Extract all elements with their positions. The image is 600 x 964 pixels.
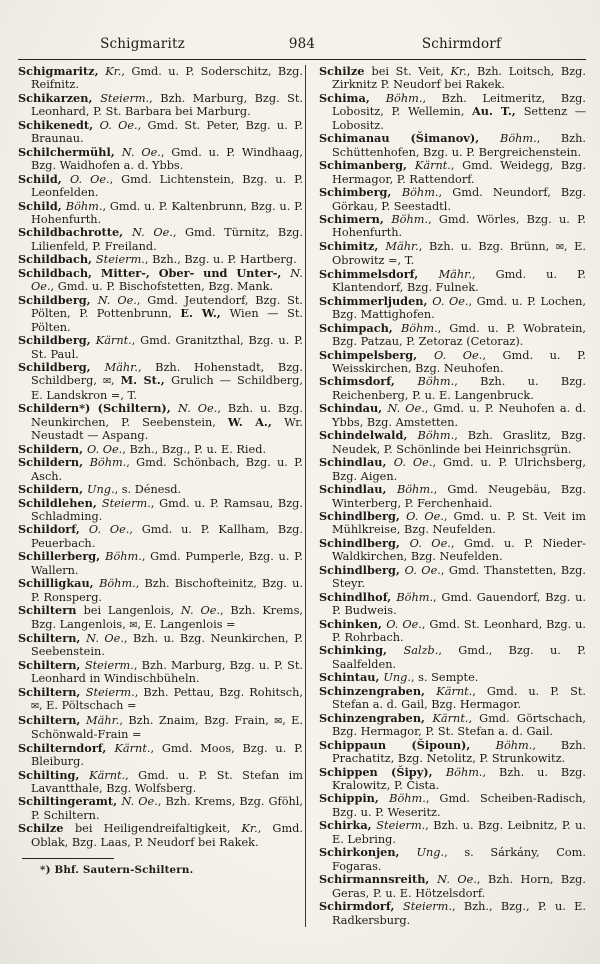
entry-text: Wien — St. Pölten. bbox=[31, 307, 304, 334]
entry-region-abbrev: Böhm. bbox=[389, 792, 426, 806]
entry-text: , Bzh. u. Bzg. Neunkirchen, P. Seebenstein, bbox=[31, 402, 303, 429]
gazetteer-entry bbox=[319, 132, 586, 159]
entry-headword: Schild, bbox=[18, 198, 66, 213]
entry-headword: Schiltern, bbox=[18, 657, 85, 672]
entry-region-abbrev: Kärnt. bbox=[95, 334, 132, 348]
entry-headword: Schildbach, bbox=[18, 252, 96, 267]
left-column bbox=[18, 65, 303, 927]
entry-region-abbrev: Böhm. bbox=[445, 765, 483, 779]
entry-region-abbrev: Mähr. bbox=[104, 360, 138, 374]
gazetteer-entry bbox=[319, 685, 586, 712]
entry-region-abbrev: Steierm. bbox=[95, 253, 145, 267]
gazetteer-entry bbox=[319, 213, 586, 240]
gazetteer-entry bbox=[18, 822, 303, 849]
entry-text: , Bzh. u. Bzg. Kralowitz, P. Čista. bbox=[332, 765, 586, 793]
entry-region-abbrev: Steierm. bbox=[101, 496, 151, 510]
entry-region-abbrev: Böhm. bbox=[391, 212, 429, 226]
gazetteer-entry bbox=[319, 564, 586, 591]
entry-region-abbrev: Böhm. bbox=[417, 429, 455, 443]
left-column-entries bbox=[18, 65, 303, 849]
entry-region-abbrev: Böhm. bbox=[401, 321, 438, 335]
gazetteer-entry bbox=[18, 267, 303, 294]
entry-text: , Gmd. u. P. Klantendorf, Bzg. Fulnek. bbox=[332, 267, 586, 295]
gazetteer-entry bbox=[319, 846, 586, 873]
entry-text: , Gmd. Türnitz, Bzg. Lilienfeld, P. Freiland. bbox=[31, 226, 303, 253]
entry-text: , Gmd. u. P. Kallham, Bzg. Peuerbach. bbox=[31, 523, 303, 550]
entry-text: , Bzh., Bzg., P. u. E. Radkersburg. bbox=[332, 900, 587, 927]
entry-text: , Gmd. u. P. Ramsau, Bzg. Schladming. bbox=[31, 496, 303, 523]
footnote: *) Bhf. Sautern-Schiltern. bbox=[40, 864, 194, 877]
entry-text: , Gmd. u. P. St. Stefan a. d. Gail, Bzg. Hermagor. bbox=[332, 684, 586, 712]
gazetteer-entry bbox=[18, 483, 303, 496]
entry-headword: Schilterndorf, bbox=[18, 740, 115, 755]
entry-text: , Gmd. Weidegg, Bzg. Hermagor, P. Rattendorf. bbox=[332, 159, 586, 186]
gazetteer-entry bbox=[18, 632, 303, 659]
entry-headword: Schiltern bbox=[18, 603, 84, 618]
entry-region-abbrev: N. Oe. bbox=[31, 266, 303, 294]
entry-region-abbrev: O. Oe. bbox=[409, 536, 451, 550]
entry-text: , E. Schönwald-Frain = bbox=[31, 713, 303, 742]
entry-text: , Gmd. u. P. Ulrichsberg, Bzg. Aigen. bbox=[332, 456, 586, 483]
entry-headword: Schildberg, bbox=[18, 359, 105, 374]
entry-text: Wr. Neustadt — Aspang. bbox=[31, 415, 304, 443]
entry-region-abbrev: Böhm. bbox=[105, 550, 142, 564]
header-rule bbox=[18, 59, 586, 60]
entry-headword: Schimanau (Šimanov), bbox=[319, 131, 501, 146]
gazetteer-entry bbox=[18, 402, 303, 442]
entry-headword: Au. T., bbox=[472, 104, 524, 119]
entry-region-abbrev: O. Oe. bbox=[406, 509, 444, 523]
gazetteer-entry bbox=[18, 456, 303, 483]
gazetteer-entry bbox=[18, 795, 303, 822]
entry-headword: Schindlberg, bbox=[319, 562, 405, 577]
entry-text: , Bzh. Horn, Bzg. Geras, P. u. E. Hötzelsdorf. bbox=[332, 873, 586, 900]
entry-text: bei St. Veit, bbox=[371, 65, 451, 78]
entry-headword: Schild, bbox=[18, 171, 70, 186]
entry-region-abbrev: N. Oe. bbox=[132, 226, 173, 240]
entry-text: , Gmd. Oblak, Bzg. Laas, P. Neudorf bei Rakek. bbox=[31, 822, 303, 849]
entry-text: , Gmd. u. P. Soderschitz, Bzg. Reifnitz. bbox=[31, 65, 303, 92]
entry-headword: Schirka, bbox=[319, 818, 377, 833]
entry-headword: Schilchermühl, bbox=[18, 144, 122, 159]
entry-headword: Schildern*) (Schiltern), bbox=[18, 401, 179, 416]
entry-text: , s. Sárkány, Com. Fogaras. bbox=[332, 846, 586, 873]
entry-text: , Bzh. Krems, Bzg. Gföhl, P. Schiltern. bbox=[31, 795, 304, 822]
entry-region-abbrev: Böhm. bbox=[500, 132, 537, 146]
entry-headword: Schildorf, bbox=[18, 522, 89, 537]
entry-text: Settenz — Lobositz. bbox=[332, 105, 587, 132]
gazetteer-entry bbox=[319, 644, 586, 671]
gazetteer-entry bbox=[18, 200, 303, 227]
entry-region-abbrev: O. Oe. bbox=[86, 442, 123, 456]
entry-region-abbrev: N. Oe. bbox=[437, 873, 477, 887]
gazetteer-entry bbox=[319, 483, 586, 510]
entry-headword: Schinken, bbox=[319, 616, 387, 631]
entry-region-abbrev: N. Oe. bbox=[387, 402, 425, 416]
entry-text: , Gmd., Bzg. u. P. Saalfelden. bbox=[332, 644, 586, 671]
entry-headword: Schilligkau, bbox=[18, 576, 100, 591]
entry-text: , Gmd. u. P. St. Veit im Mühlkreise, Bzg. Neufelden. bbox=[332, 509, 586, 537]
gazetteer-entry bbox=[18, 119, 303, 146]
entry-headword: Schigmaritz, bbox=[18, 64, 106, 78]
entry-text: , Gmd. u. P. Windhaag, Bzg. Waidhofen a. d. Ybbs. bbox=[31, 145, 303, 173]
gazetteer-entry bbox=[319, 456, 586, 483]
gazetteer-entry bbox=[319, 349, 586, 376]
entry-text: , Gmd. u. P. Kaltenbrunn, Bzg. u. P. Hohenfurth. bbox=[31, 199, 303, 226]
entry-region-abbrev: Böhm. bbox=[401, 186, 439, 200]
entry-region-abbrev: Steierm. bbox=[403, 900, 452, 914]
entry-text: , E. Obrowitz =, T. bbox=[332, 239, 586, 268]
gazetteer-entry bbox=[319, 375, 586, 402]
entry-headword: Schildbach, Mitter-, Ober- und Unter-, bbox=[18, 265, 291, 280]
gazetteer-entry bbox=[18, 523, 303, 550]
gazetteer-entry bbox=[319, 402, 586, 429]
entry-text: , Gmd. Neugebäu, Bzg. Winterberg, P. Ferchenhaid. bbox=[332, 483, 586, 510]
entry-headword: Schiltern, bbox=[18, 631, 87, 646]
entry-headword: Schindlau, bbox=[319, 482, 397, 497]
entry-region-abbrev: Böhm. bbox=[65, 199, 103, 213]
entry-text: , Bzh., Bzg. u. P. Hartberg. bbox=[144, 253, 297, 267]
entry-region-abbrev: O. Oe. bbox=[432, 294, 469, 308]
entry-region-abbrev: O. Oe. bbox=[386, 617, 422, 631]
entry-region-abbrev: Böhm. bbox=[99, 577, 136, 591]
entry-region-abbrev: Ung. bbox=[416, 846, 445, 860]
entry-headword: Schippen (Šipy), bbox=[319, 764, 446, 779]
gazetteer-entry bbox=[319, 792, 586, 819]
entry-headword: Schippaun (Šipoun), bbox=[319, 737, 496, 752]
entry-text: , Gmd. Moos, Bzg. u. P. Bleiburg. bbox=[31, 741, 303, 769]
entry-region-abbrev: N. Oe. bbox=[121, 145, 161, 159]
entry-headword: Schimmelsdorf, bbox=[319, 266, 439, 281]
posthorn-icon: ✉ bbox=[103, 376, 111, 388]
entry-headword: Schintau, bbox=[319, 670, 384, 685]
entry-text: , Gmd. u. P. Weisskirchen, Bzg. Neuhofen. bbox=[332, 348, 586, 375]
entry-region-abbrev: Kr. bbox=[450, 65, 467, 78]
entry-region-abbrev: Steierm. bbox=[376, 819, 426, 833]
entry-text: , s. Sempte. bbox=[411, 671, 479, 685]
entry-headword: E. W., bbox=[180, 306, 230, 321]
entry-headword: Schippin, bbox=[319, 791, 390, 806]
entry-text: bei Langenlois, bbox=[83, 604, 181, 618]
entry-headword: Schilze bbox=[319, 64, 372, 78]
entry-text: , s. Dénesd. bbox=[114, 483, 182, 497]
entry-text: bei Heiligendreifaltigkeit, bbox=[74, 822, 242, 836]
entry-headword: Schildlehen, bbox=[18, 495, 102, 510]
entry-region-abbrev: Mähr. bbox=[385, 239, 419, 253]
entry-headword: Schillerberg, bbox=[18, 549, 106, 564]
entry-region-abbrev: Salzb. bbox=[403, 644, 439, 658]
entry-text: , Bzh. Pettau, Bzg. Rohitsch, bbox=[134, 685, 303, 699]
entry-text: , Bzh., Bzg., P. u. E. Ried. bbox=[122, 442, 267, 456]
entry-headword: Schiltern, bbox=[18, 684, 86, 699]
gazetteer-entry bbox=[18, 226, 303, 253]
entry-headword: W. A., bbox=[227, 414, 285, 429]
running-head-right-keyword: Schirmdorf bbox=[421, 36, 502, 52]
gazetteer-entry bbox=[18, 92, 303, 119]
entry-headword: Schilting, bbox=[18, 767, 90, 782]
entry-region-abbrev: O. Oe. bbox=[69, 172, 110, 186]
entry-text: , Gmd. u. P. Wobratein, Bzg. Patzau, P. Zetoraz (Cetoraz). bbox=[332, 321, 586, 349]
entry-headword: M. St., bbox=[120, 373, 172, 388]
entry-headword: Schildberg, bbox=[18, 333, 96, 348]
gazetteer-entry bbox=[319, 819, 586, 846]
entry-region-abbrev: Mähr. bbox=[86, 713, 120, 727]
entry-headword: Schimitz, bbox=[319, 238, 386, 253]
entry-region-abbrev: Kr. bbox=[105, 65, 122, 78]
entry-text: , Bzh. u. Bzg. Reichenberg, P. u. E. Langenbruck. bbox=[332, 375, 586, 402]
two-column-body bbox=[18, 65, 586, 927]
gazetteer-entry bbox=[319, 240, 586, 268]
gazetteer-entry bbox=[18, 361, 303, 402]
entry-text: , Gmd. u. P. Bischofstetten, Bzg. Mank. bbox=[50, 280, 274, 294]
gazetteer-entry bbox=[319, 766, 586, 793]
entry-text: , Bzh. Krems, Bzg. Langenlois, bbox=[31, 604, 303, 631]
entry-text: , Gmd. Görtschach, Bzg. Hermagor, P. St. Stefan a. d. Gail. bbox=[332, 711, 586, 739]
entry-region-abbrev: Böhm. bbox=[385, 91, 423, 105]
entry-headword: Schilze bbox=[18, 821, 75, 836]
gazetteer-entry bbox=[18, 550, 303, 577]
gazetteer-entry bbox=[319, 429, 586, 456]
entry-text: , Gmd. u. P. St. Stefan im Lavantthale, Bzg. Wolfsberg. bbox=[31, 768, 303, 796]
gazetteer-entry bbox=[319, 510, 586, 537]
entry-headword: Schindlberg, bbox=[319, 508, 407, 523]
entry-region-abbrev: Böhm. bbox=[396, 590, 434, 604]
gazetteer-entry bbox=[18, 65, 303, 92]
entry-headword: Schirkonjen, bbox=[319, 845, 417, 860]
footnote-rule bbox=[22, 858, 114, 859]
entry-text: , Bzh. u. Bzg. Brünn, bbox=[418, 239, 556, 253]
entry-text: , Gmd. St. Leonhard, Bzg. u. P. Rohrbach. bbox=[332, 617, 586, 645]
running-head bbox=[18, 36, 586, 52]
entry-text: , Bzh. Loitsch, Bzg. Zirknitz P. Neudorf bei Rakek. bbox=[332, 65, 586, 92]
entry-headword: Schindlberg, bbox=[319, 535, 410, 550]
entry-headword: Schimsdorf, bbox=[319, 374, 418, 389]
entry-text: , Gmd. u. P. Nieder-Waldkirchen, Bzg. Neufelden. bbox=[332, 536, 587, 564]
entry-text: , Gmd. Schönbach, Bzg. u. P. Asch. bbox=[31, 456, 303, 483]
gazetteer-entry bbox=[18, 742, 303, 769]
entry-text: , Gmd. Pumperle, Bzg. u. P. Wallern. bbox=[31, 550, 303, 577]
entry-text: , Gmd. u. P. Lochen, Bzg. Mattighofen. bbox=[332, 294, 586, 322]
entry-text: , Gmd. Neundorf, Bzg. Görkau, P. Seestadtl. bbox=[332, 186, 586, 213]
entry-headword: Schildberg, bbox=[18, 292, 98, 307]
entry-text: , Bzh. Schüttenhofen, Bzg. u. P. Bergreichenstein. bbox=[332, 132, 586, 159]
entry-text: , Gmd. u. P. Neuhofen a. d. Ybbs, Bzg. Amstetten. bbox=[332, 402, 586, 429]
entry-text: , Gmd. St. Peter, Bzg. u. P. Braunau. bbox=[31, 118, 303, 146]
gazetteer-entry bbox=[319, 671, 586, 684]
entry-text: , bbox=[110, 374, 121, 388]
entry-headword: Schirmdorf, bbox=[319, 899, 404, 914]
entry-headword: Schiltingeramt, bbox=[18, 794, 122, 809]
entry-text: , Gmd. Jeutendorf, Bzg. St. Pölten, P. Pottenbrunn, bbox=[31, 293, 303, 321]
entry-region-abbrev: Steierm. bbox=[100, 91, 150, 105]
entry-headword: Schirmannsreith, bbox=[319, 872, 438, 887]
entry-headword: Schima, bbox=[319, 90, 386, 105]
entry-text: , Bzh. u. Bzg. Neunkirchen, P. Seebenstein. bbox=[31, 632, 303, 659]
gazetteer-entry bbox=[18, 253, 303, 266]
entry-text: , Bzh. u. Bzg. Leibnitz, P. u. E. Lebring. bbox=[332, 819, 586, 846]
page-number: 984 bbox=[288, 36, 316, 52]
entry-region-abbrev: Kärnt. bbox=[436, 684, 473, 698]
entry-region-abbrev: N. Oe. bbox=[121, 795, 158, 809]
entry-headword: Schindelwald, bbox=[319, 428, 418, 443]
entry-headword: Schimpelsberg, bbox=[319, 347, 435, 362]
posthorn-icon: ✉ bbox=[274, 715, 283, 727]
entry-text: , Gmd. Granitzthal, Bzg. u. P. St. Paul. bbox=[31, 334, 303, 361]
entry-region-abbrev: Kärnt. bbox=[89, 768, 126, 782]
entry-region-abbrev: N. Oe. bbox=[86, 632, 124, 646]
gazetteer-entry bbox=[18, 686, 303, 714]
entry-region-abbrev: O. Oe. bbox=[404, 563, 441, 577]
entry-headword: Schimmerljuden, bbox=[319, 293, 433, 308]
entry-region-abbrev: Ung. bbox=[383, 671, 411, 685]
entry-text: , Bzh. Marburg, Bzg. u. P. St. Leonhard in Windischbüheln. bbox=[31, 658, 303, 686]
gazetteer-entry bbox=[18, 497, 303, 524]
entry-headword: Schinzengraben, bbox=[319, 683, 437, 698]
entry-headword: Schinzengraben, bbox=[319, 710, 433, 725]
entry-headword: Schimberg, bbox=[319, 185, 402, 200]
entry-text: , Bzh. Leitmeritz, Bzg. Lobositz, P. Wellemin, bbox=[332, 91, 586, 119]
entry-headword: Schindlau, bbox=[319, 455, 394, 470]
entry-text: , E. Langenlois = bbox=[137, 617, 236, 631]
right-column-entries bbox=[319, 65, 586, 927]
entry-headword: Schildern, bbox=[18, 441, 87, 456]
entry-region-abbrev: Steierm. bbox=[85, 685, 135, 699]
entry-region-abbrev: Böhm. bbox=[417, 375, 455, 389]
entry-headword: Schildern, bbox=[18, 482, 87, 497]
entry-text: , Bzh. Bischofteinitz, Bzg. u. P. Ronsperg. bbox=[31, 577, 304, 604]
entry-text: , Bzh. Hohenstadt, Bzg. Schildberg, bbox=[31, 360, 303, 388]
gazetteer-entry bbox=[18, 146, 303, 173]
gazetteer-entry bbox=[319, 268, 586, 295]
entry-region-abbrev: N. Oe. bbox=[180, 604, 220, 618]
gazetteer-entry bbox=[18, 443, 303, 456]
entry-headword: Schikenedt, bbox=[18, 117, 100, 132]
gazetteer-entry bbox=[319, 92, 586, 132]
entry-headword: Schimern, bbox=[319, 211, 392, 226]
entry-headword: Schinking, bbox=[319, 643, 404, 658]
gazetteer-entry bbox=[18, 334, 303, 361]
entry-region-abbrev: Mähr. bbox=[438, 267, 472, 281]
gazetteer-entry bbox=[319, 591, 586, 618]
gazetteer-entry bbox=[18, 577, 303, 604]
entry-headword: Schildern, bbox=[18, 455, 90, 470]
entry-region-abbrev: Böhm. bbox=[89, 456, 127, 470]
entry-region-abbrev: Ung. bbox=[86, 483, 115, 497]
entry-text: , Gmd. Scheiben-Radisch, Bzg. u. P. Weseritz. bbox=[332, 792, 586, 819]
entry-region-abbrev: Steierm. bbox=[84, 658, 134, 672]
entry-region-abbrev: Kärnt. bbox=[414, 159, 451, 173]
entry-text: , Gmd. Lichtenstein, Bzg. u. P. Leonfelden. bbox=[31, 172, 304, 200]
entry-region-abbrev: O. Oe. bbox=[99, 118, 138, 132]
posthorn-icon: ✉ bbox=[31, 701, 39, 713]
gazetteer-entry bbox=[18, 294, 303, 334]
entry-text: Grulich — Schildberg, E. Landskron =, T. bbox=[31, 374, 303, 402]
gazetteer-entry bbox=[319, 873, 586, 900]
gazetteer-entry bbox=[18, 769, 303, 796]
entry-headword: Schiltern, bbox=[18, 712, 87, 727]
gazetteer-entry bbox=[319, 65, 586, 92]
entry-headword: Schindau, bbox=[319, 401, 388, 416]
entry-region-abbrev: O. Oe. bbox=[88, 523, 130, 537]
gazetteer-entry bbox=[319, 295, 586, 322]
gazetteer-entry bbox=[18, 659, 303, 686]
gazetteer-entry bbox=[319, 618, 586, 645]
entry-region-abbrev: O. Oe. bbox=[434, 348, 483, 362]
entry-headword: Schildbachrotte, bbox=[18, 225, 132, 240]
posthorn-icon: ✉ bbox=[555, 241, 564, 253]
entry-headword: Schimpach, bbox=[319, 320, 401, 335]
gazetteer-entry bbox=[319, 159, 586, 186]
entry-text: , Bzh. Marburg, Bzg. St. Leonhard, P. St. Barbara bei Marburg. bbox=[31, 91, 304, 119]
entry-text: , E. Pöltschach = bbox=[38, 699, 137, 713]
entry-text: , Gmd. Wörles, Bzg. u. P. Hohenfurth. bbox=[332, 212, 587, 240]
entry-headword: Schindlhof, bbox=[319, 589, 397, 604]
gazetteer-entry bbox=[18, 173, 303, 200]
entry-region-abbrev: Kr. bbox=[241, 822, 258, 836]
gazetteer-entry bbox=[319, 537, 586, 564]
entry-region-abbrev: Kärnt. bbox=[432, 711, 469, 725]
running-head-left-keyword: Schigmaritz bbox=[100, 36, 185, 52]
gazetteer-entry bbox=[319, 900, 586, 927]
entry-region-abbrev: Böhm. bbox=[396, 483, 434, 497]
entry-text: , Bzh. Prachatitz, Bzg. Netolitz, P. Strunkowitz. bbox=[332, 738, 586, 766]
entry-region-abbrev: N. Oe. bbox=[97, 293, 137, 307]
entry-headword: Schikarzen, bbox=[18, 90, 101, 105]
entry-text: , Bzh. Znaim, Bzg. Frain, bbox=[119, 713, 275, 727]
gazetteer-entry bbox=[319, 322, 586, 349]
right-column bbox=[306, 65, 586, 927]
entry-region-abbrev: Böhm. bbox=[495, 738, 533, 752]
entry-region-abbrev: O. Oe. bbox=[393, 456, 433, 470]
gazetteer-entry bbox=[18, 714, 303, 742]
entry-region-abbrev: Kärnt. bbox=[114, 741, 151, 755]
entry-text: , Bzh. Graslitz, Bzg. Neudek, P. Schönlinde bei Heinrichsgrün. bbox=[332, 429, 586, 456]
gazetteer-entry bbox=[18, 604, 303, 632]
gazetteer-entry bbox=[319, 739, 586, 766]
entry-text: , Gmd. Thanstetten, Bzg. Steyr. bbox=[332, 563, 586, 591]
entry-headword: Schimanberg, bbox=[319, 158, 415, 173]
entry-region-abbrev: N. Oe. bbox=[178, 402, 218, 416]
gazetteer-entry bbox=[319, 712, 586, 739]
gazetteer-entry bbox=[319, 186, 586, 213]
entry-text: , Gmd. Gauendorf, Bzg. u. P. Budweis. bbox=[332, 590, 587, 618]
posthorn-icon: ✉ bbox=[129, 619, 138, 631]
